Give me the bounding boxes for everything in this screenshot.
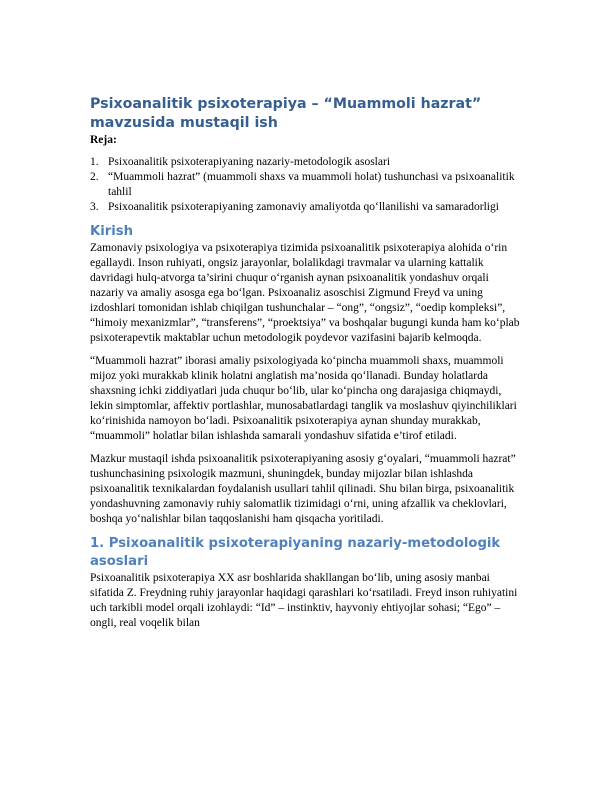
document-title: Psixoanalitik psixoterapiya – “Muammoli hazrat” mavzusida mustaqil ish [90,96,482,131]
plan-item-number: 3. [90,201,99,213]
plan-list [90,155,522,215]
intro-paragraph: Mazkur mustaqil ishda psixoanalitik psixoterapiyaning asosiy g‘oyalari, “muammoli hazrat” tushunchasining psixologik mazmuni, shuningdek, bunday mijozlar bilan ishlashda psixoanalitik texnikalardan foydalanish usullari tahlil qilinadi. Shu bilan birga, psixoanalitik yondashuvning zamonaviy ruhiy salomatlik tizimidagi o‘rni, uning afzallik va cheklovlari, boshqa yo‘nalishlar bilan taqqoslanishi ham qisqacha yoritiladi. [90,453,516,525]
plan-item-number: 1. [90,156,99,168]
section-1 [90,535,522,631]
plan-item-text: “Muammoli hazrat” (muammoli shaxs va muammoli holat) tushunchasi va psixoanalitik tahlil [108,171,515,198]
document-page [90,95,522,639]
intro-paragraph: Zamonaviy psixologiya va psixoterapiya tizimida psixoanalitik psixoterapiya alohida o‘rin egallaydi. Inson ruhiyati, ongsiz jarayonlar, bolalikdagi travmalar va ularning kattalik davridagi hulq-atvorga ta’sirini chuqur o‘rganish aynan psixoanalitik yondashuv orqali nazariy va amaliy asosga ega bo‘lgan. Psixoanaliz asoschisi Zigmund Freyd va uning izdoshlari tomonidan ishlab chiqilgan tushunchalar – “ong”, “ongsiz”, “oedip kompleksi”, “himoiy mexanizmlar”, “transferens”, “proektsiya” va boshqalar bugungi kunda ham ko‘plab psixoterapevtik maktablar uchun metodologik poydevor vazifasini bajarib kelmoqda. [90,242,520,344]
plan-item-number: 2. [90,171,99,183]
plan-item [90,200,522,215]
intro-paragraph: “Muammoli hazrat” iborasi amaliy psixologiyada ko‘pincha muammoli shaxs, muammoli mijoz yoki murakkab klinik holatni anglatish ma’nosida qo‘llanadi. Bunday holatlarda shaxsning ichki ziddiyatlari juda chuqur bo‘lib, ular ko‘pincha ong darajasiga chiqmaydi, lekin simptomlar, affektiv portlashlar, munosabatlardagi tanglik va moslashuv qiyinchiliklari ko‘rinishida namoyon bo‘ladi. Psixoanalitik psixoterapiya aynan shunday murakkab, “muammoli” holatlar bilan ishlashda samarali yondashuv sifatida e’tirof etiladi. [90,355,517,442]
intro-section [90,223,522,527]
plan-item-text: Psixoanalitik psixoterapiyaning nazariy-metodologik asoslari [108,156,391,168]
section-1-paragraph: Psixoanalitik psixoterapiya XX asr boshlarida shakllangan bo‘lib, uning asosiy manbai sifatida Z. Freydning ruhiy jarayonlar haqidagi qarashlari ko‘rsatiladi. Freyd inson ruhiyatini uch tarkibli model orqali izohlaydi: “Id” – instinktiv, hayvoniy ehtiyojlar sohasi; “Ego” – ongli, real voqelik bilan [90,572,518,629]
section-1-heading: 1. Psixoanalitik psixoterapiyaning nazariy-metodologik asoslari [90,536,501,569]
intro-heading: Kirish [90,224,134,239]
plan-label: Reja: [90,134,117,146]
plan-item-text: Psixoanalitik psixoterapiyaning zamonaviy amaliyotda qo‘llanilishi va samaradorligi [108,201,499,213]
plan-item [90,155,522,170]
plan-item [90,170,522,200]
